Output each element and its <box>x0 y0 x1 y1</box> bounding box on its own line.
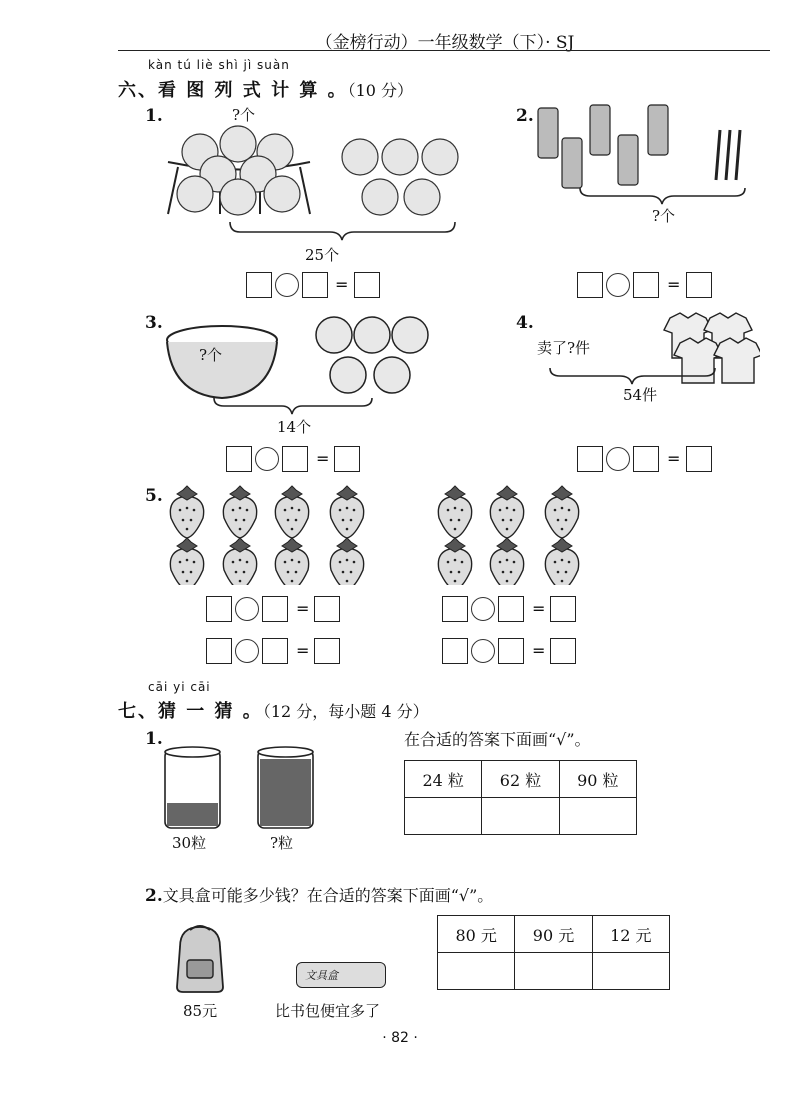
s7q2-answer-cell-1[interactable] <box>515 953 592 990</box>
q5-right-row1-operator[interactable] <box>471 597 495 621</box>
q5-right-row2-operator[interactable] <box>471 639 495 663</box>
q2-box-a[interactable] <box>577 272 603 298</box>
q1-box-result[interactable] <box>354 272 380 298</box>
q5-left-row1-box-a[interactable] <box>206 596 232 622</box>
pencil-case-icon <box>296 962 386 988</box>
q4-total-label: 54件 <box>623 386 658 404</box>
q5-number: 5. <box>145 486 163 506</box>
s7q1-answer-table <box>404 760 637 835</box>
q5-left-row1-result[interactable] <box>314 596 340 622</box>
q2-question-label: ?个 <box>652 207 676 225</box>
s7q2-answer-cell-0[interactable] <box>438 953 515 990</box>
section6-title <box>118 76 413 102</box>
s7q1-answer-cell-2[interactable] <box>559 798 636 835</box>
bean-jars-illustration <box>160 745 320 830</box>
q5-left-row2-box-a[interactable] <box>206 638 232 664</box>
s7q1-option-0: 24 粒 <box>405 761 482 798</box>
q1-box-b[interactable] <box>302 272 328 298</box>
q5-left-row2-operator[interactable] <box>235 639 259 663</box>
q3-box-b[interactable] <box>282 446 308 472</box>
section7-title <box>118 697 429 723</box>
q5-right-row2-result[interactable] <box>550 638 576 664</box>
pencil-case-note: 比书包便宜多了 <box>275 1002 381 1020</box>
backpack-icon <box>165 922 235 994</box>
q5-right-row1-box-a[interactable] <box>442 596 468 622</box>
q5-right-row2-equals: = <box>532 641 546 660</box>
jar2-label: ?粒 <box>270 834 294 852</box>
q3-box-result[interactable] <box>334 446 360 472</box>
q1-equals: = <box>335 275 349 294</box>
s7q2-answer-table <box>437 915 670 990</box>
section6-title-text: 六、看 图 列 式 计 算 。 <box>118 80 348 101</box>
s7q1-instruction: 在合适的答案下面画“√”。 <box>404 730 591 749</box>
q5-right-row1-result[interactable] <box>550 596 576 622</box>
q5-left-row1-operator[interactable] <box>235 597 259 621</box>
page-number: · 82 · <box>382 1030 418 1046</box>
q4-number: 4. <box>516 313 534 333</box>
s7q2-question: 文具盒可能多少钱？在合适的答案下面画“√”。 <box>162 886 494 905</box>
strawberries-illustration <box>165 485 585 585</box>
q1-operator-circle[interactable] <box>275 273 299 297</box>
s7q1-answer-cell-0[interactable] <box>405 798 482 835</box>
s7q1-option-1: 62 粒 <box>482 761 559 798</box>
q2-box-b[interactable] <box>633 272 659 298</box>
q2-operator-circle[interactable] <box>606 273 630 297</box>
bag-price-label: 85元 <box>183 1002 218 1020</box>
q1-number: 1. <box>145 106 163 126</box>
q1-box-a[interactable] <box>246 272 272 298</box>
q5-left-row2-result[interactable] <box>314 638 340 664</box>
q3-total-label: 14个 <box>277 418 312 436</box>
q2-number: 2. <box>516 106 534 126</box>
q4-box-b[interactable] <box>633 446 659 472</box>
q3-operator-circle[interactable] <box>255 447 279 471</box>
pencil-case-label: 文具盒 <box>305 969 338 982</box>
q3-box-a[interactable] <box>226 446 252 472</box>
q4-operator-circle[interactable] <box>606 447 630 471</box>
section7-points: （12 分，每小题 4 分） <box>262 702 429 721</box>
jar1-label: 30粒 <box>172 834 207 852</box>
s7q2-option-2: 12 元 <box>592 916 669 953</box>
section6-points: （10 分） <box>347 81 414 100</box>
q5-right-row1-box-b[interactable] <box>498 596 524 622</box>
section6-pinyin: kàn tú liè shì jì suàn <box>148 58 290 72</box>
section7-pinyin: cāi yi cāi <box>148 680 211 694</box>
q5-left-row2-equals: = <box>296 641 310 660</box>
q5-left-row1-box-b[interactable] <box>262 596 288 622</box>
shirts-illustration <box>545 308 760 393</box>
q5-left-row2-box-b[interactable] <box>262 638 288 664</box>
q4-box-result[interactable] <box>686 446 712 472</box>
s7q2-option-1: 90 元 <box>515 916 592 953</box>
s7q1-number: 1. <box>145 729 163 749</box>
q1-question-label: ?个 <box>232 106 256 124</box>
s7q2-question-line <box>145 883 493 906</box>
q2-box-result[interactable] <box>686 272 712 298</box>
s7q2-option-0: 80 元 <box>438 916 515 953</box>
q3-number: 3. <box>145 313 163 333</box>
page-header: （金榜行动）一年级数学（下）· SJ <box>315 33 575 53</box>
q1-total-label: 25个 <box>305 246 340 264</box>
section7-title-text: 七、猜 一 猜 。 <box>118 701 263 722</box>
q4-box-a[interactable] <box>577 446 603 472</box>
q3-basket-label: ?个 <box>199 346 223 364</box>
q5-right-row2-box-b[interactable] <box>498 638 524 664</box>
soccer-balls-illustration <box>160 122 470 242</box>
q4-equals: = <box>667 449 681 468</box>
stick-bundles-illustration <box>530 100 750 210</box>
s7q2-number: 2. <box>145 886 163 906</box>
q2-equals: = <box>667 275 681 294</box>
s7q1-answer-cell-1[interactable] <box>482 798 559 835</box>
s7q1-option-2: 90 粒 <box>559 761 636 798</box>
q5-right-row2-box-a[interactable] <box>442 638 468 664</box>
header-divider <box>118 50 770 51</box>
q3-equals: = <box>316 449 330 468</box>
q4-sold-label: 卖了?件 <box>537 339 591 357</box>
q5-right-row1-equals: = <box>532 599 546 618</box>
q5-left-row1-equals: = <box>296 599 310 618</box>
s7q2-answer-cell-2[interactable] <box>592 953 669 990</box>
